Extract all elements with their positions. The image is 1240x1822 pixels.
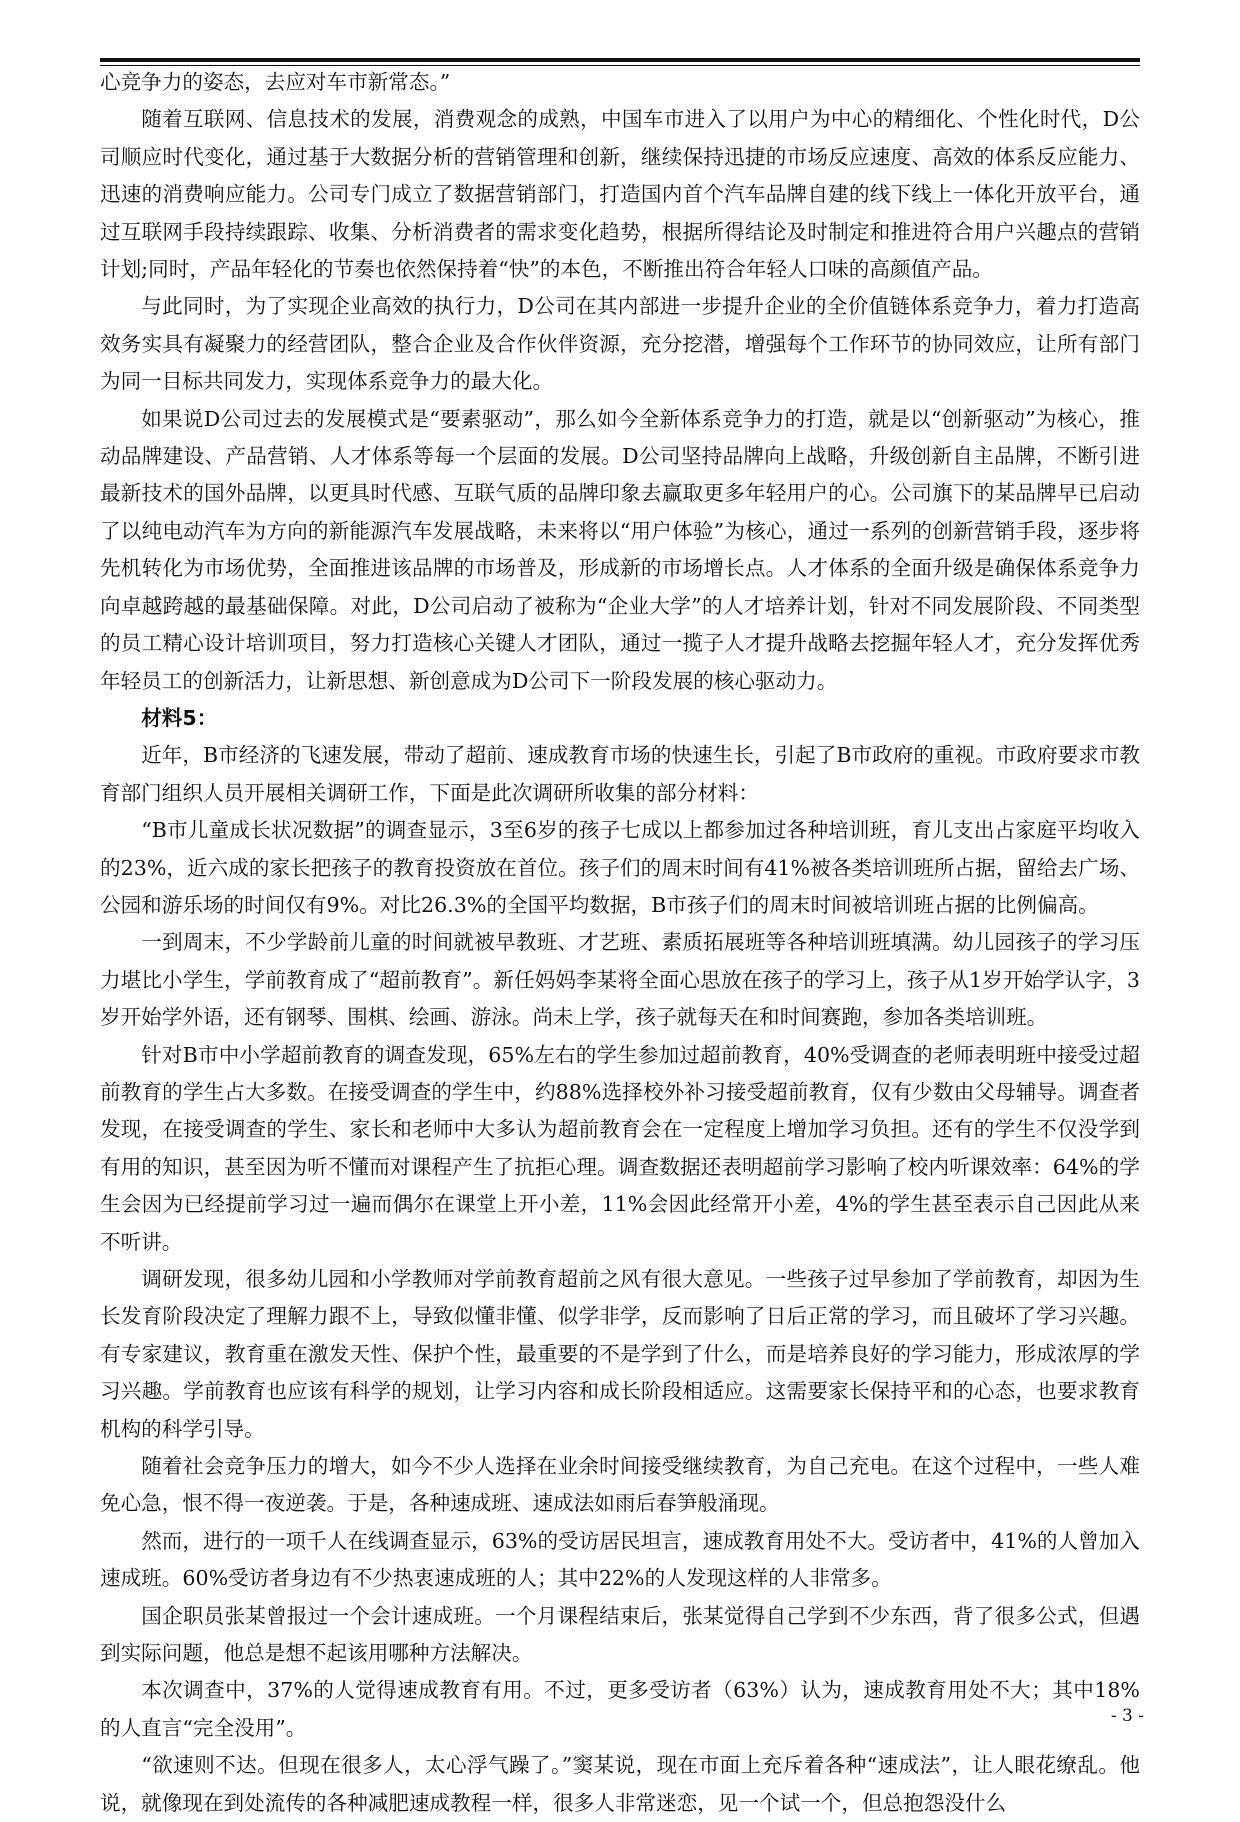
paragraph: 国企职员张某曾报过一个会计速成班。一个月课程结束后，张某觉得自己学到不少东西，背了很多公式，但遇到实际问题，他总是想不起该用哪种方法解决。	[100, 1603, 1140, 1666]
paragraph: 近年，B市经济的飞速发展，带动了超前、速成教育市场的快速生长，引起了B市政府的重视。市政府要求市教育部门组织人员开展相关调研工作，下面是此次调研所收集的部分材料：	[100, 743, 1140, 805]
paragraph: 针对B市中小学超前教育的调查发现，65%左右的学生参加过超前教育，40%受调查的老师表明班中接受过超前教育的学生占大多数。在接受调查的学生中，约88%选择校外补习接受超前教育，仅有少数由父母辅导。调查者发现，在接受调查的学生、家长和老师中大多认为超前教育会在一定程度上增加学习负担。还有的学生不仅没学到有用的知识，甚至因为听不懂而对课程产生了抗拒心理。调查数据还表明超前学习影响了校内听课效率：64%的学生会因为已经提前学习过一遍而偶尔在课堂上开小差，11%会因此经常开小差，4%的学生甚至表示自己因此从来不听讲。	[100, 1042, 1140, 1254]
header-rule-thick	[100, 58, 1140, 62]
section-heading-material-5: 材料5：	[141, 705, 218, 730]
paragraph: 本次调查中，37%的人觉得速成教育有用。不过，更多受访者（63%）认为，速成教育用处不大；其中18%的人直言“完全没用”。	[100, 1678, 1140, 1740]
page-body	[100, 64, 1140, 1822]
paragraph: “B市儿童成长状况数据”的调查显示，3至6岁的孩子七成以上都参加过各种培训班，育儿支出占家庭平均收入的23%，近六成的家长把孩子的教育投资放在首位。孩子们的周末时间有41%被各类培训班所占据，留给去广场、公园和游乐场的时间仅有9%。对比26.3%的全国平均数据，B市孩子们的周末时间被培训班占据的比例偏高。	[100, 818, 1140, 917]
paragraph-continuation: 心竞争力的姿态，去应对车市新常态。”	[100, 70, 451, 94]
paragraph: 然而，进行的一项千人在线调查显示，63%的受访居民坦言，速成教育用处不大。受访者中，41%的人曾加入速成班。60%受访者身边有不少热衷速成班的人；其中22%的人发现这样的人非常多。	[100, 1528, 1140, 1591]
paragraph: 随着互联网、信息技术的发展，消费观念的成熟，中国车市进入了以用户为中心的精细化、个性化时代，D公司顺应时代变化，通过基于大数据分析的营销管理和创新，继续保持迅捷的市场反应速度、高效的体系反应能力、迅速的消费响应能力。公司专门成立了数据营销部门，打造国内首个汽车品牌自建的线下线上一体化开放平台，通过互联网手段持续跟踪、收集、分析消费者的需求变化趋势，根据所得结论及时制定和推进符合用户兴趣点的营销计划;同时，产品年轻化的节奏也依然保持着“快”的本色，不断推出符合年轻人口味的高颜值产品。	[100, 107, 1140, 282]
paragraph: 与此同时，为了实现企业高效的执行力，D公司在其内部进一步提升企业的全价值链体系竞争力，着力打造高效务实具有凝聚力的经营团队，整合企业及合作伙伴资源，充分挖潜，增强每个工作环节的协同效应，让所有部门为同一目标共同发力，实现体系竞争力的最大化。	[100, 294, 1140, 394]
paragraph: 一到周末，不少学龄前儿童的时间就被早教班、才艺班、素质拓展班等各种培训班填满。幼儿园孩子的学习压力堪比小学生，学前教育成了“超前教育”。新任妈妈李某将全面心思放在孩子的学习上，孩子从1岁开始学认字，3岁开始学外语，还有钢琴、围棋、绘画、游泳。尚未上学，孩子就每天在和时间赛跑，参加各类培训班。	[100, 930, 1140, 1030]
paragraph: 如果说D公司过去的发展模式是“要素驱动”，那么如今全新体系竞争力的打造，就是以“创新驱动”为核心，推动品牌建设、产品营销、人才体系等每一个层面的发展。D公司坚持品牌向上战略，升级创新自主品牌，不断引进最新技术的国外品牌，以更具时代感、互联气质的品牌印象去赢取更多年轻用户的心。公司旗下的某品牌早已启动了以纯电动汽车为方向的新能源汽车发展战略，未来将以“用户体验”为核心，通过一系列的创新营销手段，逐步将先机转化为市场优势，全面推进该品牌的市场普及，形成新的市场增长点。人才体系的全面升级是确保体系竞争力向卓越跨越的最基础保障。对此，D公司启动了被称为“企业大学”的人才培养计划，针对不同发展阶段、不同类型的员工精心设计培训项目，努力打造核心关键人才团队，通过一揽子人才提升战略去挖掘年轻人才，充分发挥优秀年轻员工的创新活力，让新思想、新创意成为D公司下一阶段发展的核心驱动力。	[100, 406, 1140, 693]
paragraph: 随着社会竞争压力的增大，如今不少人选择在业余时间接受继续教育，为自己充电。在这个过程中，一些人难免心急，恨不得一夜逆袭。于是，各种速成班、速成法如雨后春笋般涌现。	[100, 1454, 1140, 1516]
paragraph: 调研发现，很多幼儿园和小学教师对学前教育超前之风有很大意见。一些孩子过早参加了学前教育，却因为生长发育阶段决定了理解力跟不上，导致似懂非懂、似学非学，反而影响了日后正常的学习，而且破坏了学习兴趣。有专家建议，教育重在激发天性、保护个性，最重要的不是学到了什么，而是培养良好的学习能力，形成浓厚的学习兴趣。学前教育也应该有科学的规划，让学习内容和成长阶段相适应。这需要家长保持平和的心态，也要求教育机构的科学引导。	[100, 1267, 1140, 1441]
page-number: - 3 -	[1110, 1706, 1144, 1726]
paragraph: “欲速则不达。但现在很多人，太心浮气躁了。”窦某说，现在市面上充斥着各种“速成法”，让人眼花缭乱。他说，就像现在到处流传的各种减肥速成教程一样，很多人非常迷恋，见一个试一个，但总抱怨没什么	[100, 1753, 1140, 1815]
